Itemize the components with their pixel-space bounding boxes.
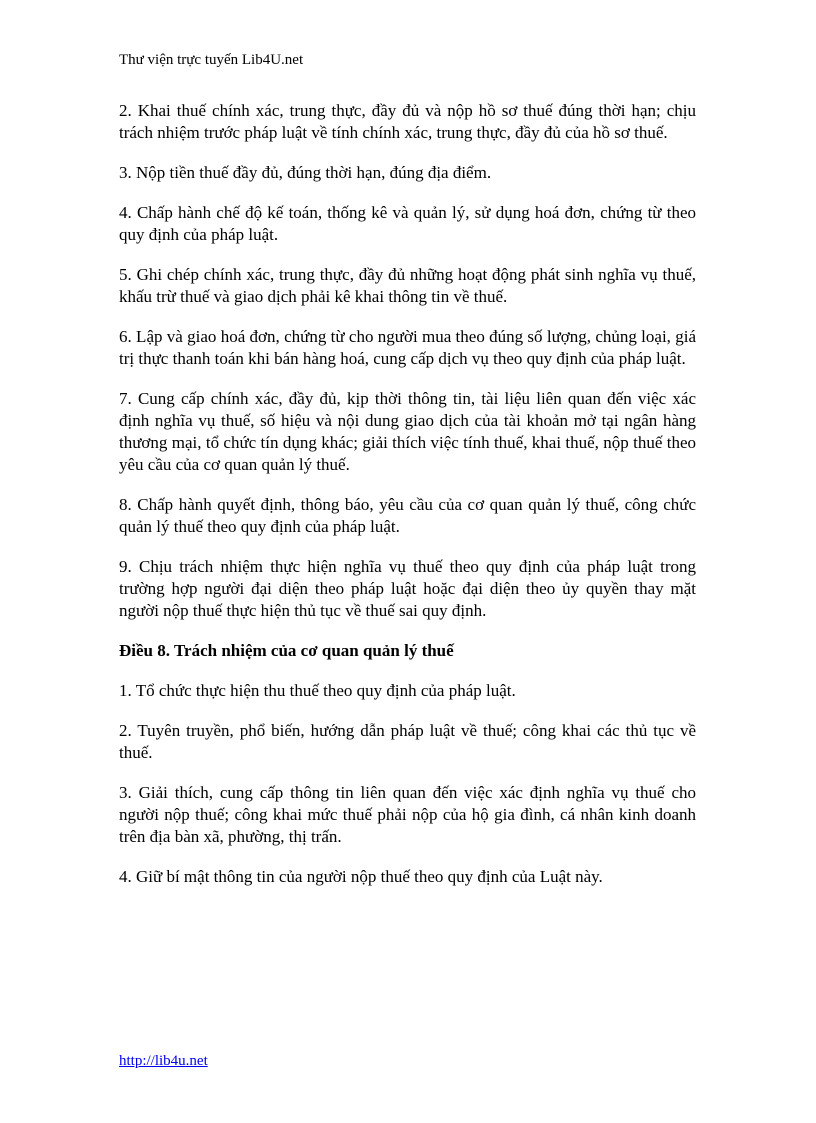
clause-3: 3. Nộp tiền thuế đầy đủ, đúng thời hạn, đúng địa điểm. (119, 163, 492, 182)
article-8-clause-3: 3. Giải thích, cung cấp thông tin liên quan đến việc xác định nghĩa vụ thuế cho người nộp thuế; công khai mức thuế phải nộp của hộ gia đình, cá nhân kinh doanh trên địa bàn xã, phường, thị trấn. (119, 783, 696, 846)
article-8-clause-1: 1. Tổ chức thực hiện thu thuế theo quy định của pháp luật. (119, 681, 516, 700)
article-8-heading: Điều 8. Trách nhiệm của cơ quan quản lý thuế (119, 641, 454, 660)
clause-9: 9. Chịu trách nhiệm thực hiện nghĩa vụ thuế theo quy định của pháp luật trong trường hợp người đại diện theo pháp luật hoặc đại diện theo ủy quyền thay mặt người nộp thuế thực hiện thủ tục về thuế sai quy định. (119, 557, 696, 620)
clause-2: 2. Khai thuế chính xác, trung thực, đầy đủ và nộp hồ sơ thuế đúng thời hạn; chịu trách nhiệm trước pháp luật về tính chính xác, trung thực, đầy đủ của hồ sơ thuế. (119, 101, 696, 142)
page-header: Thư viện trực tuyến Lib4U.net (119, 52, 304, 68)
footer-link[interactable]: http://lib4u.net (119, 1053, 208, 1069)
document-body (119, 100, 696, 906)
clause-4: 4. Chấp hành chế độ kế toán, thống kê và quản lý, sử dụng hoá đơn, chứng từ theo quy định của pháp luật. (119, 203, 696, 244)
clause-6: 6. Lập và giao hoá đơn, chứng từ cho người mua theo đúng số lượng, chủng loại, giá trị thực thanh toán khi bán hàng hoá, cung cấp dịch vụ theo quy định của pháp luật. (119, 327, 696, 368)
article-8-clause-2: 2. Tuyên truyền, phổ biến, hướng dẫn pháp luật về thuế; công khai các thủ tục về thuế. (119, 721, 696, 762)
clause-7: 7. Cung cấp chính xác, đầy đủ, kịp thời thông tin, tài liệu liên quan đến việc xác định nghĩa vụ thuế, số hiệu và nội dung giao dịch của tài khoản mở tại ngân hàng thương mại, tổ chức tín dụng khác; giải thích việc tính thuế, khai thuế, nộp thuế theo yêu cầu của cơ quan quản lý thuế. (119, 389, 696, 474)
clause-8: 8. Chấp hành quyết định, thông báo, yêu cầu của cơ quan quản lý thuế, công chức quản lý thuế theo quy định của pháp luật. (119, 495, 696, 536)
clause-5: 5. Ghi chép chính xác, trung thực, đầy đủ những hoạt động phát sinh nghĩa vụ thuế, khấu trừ thuế và giao dịch phải kê khai thông tin về thuế. (119, 265, 696, 306)
article-8-clause-4: 4. Giữ bí mật thông tin của người nộp thuế theo quy định của Luật này. (119, 867, 603, 886)
